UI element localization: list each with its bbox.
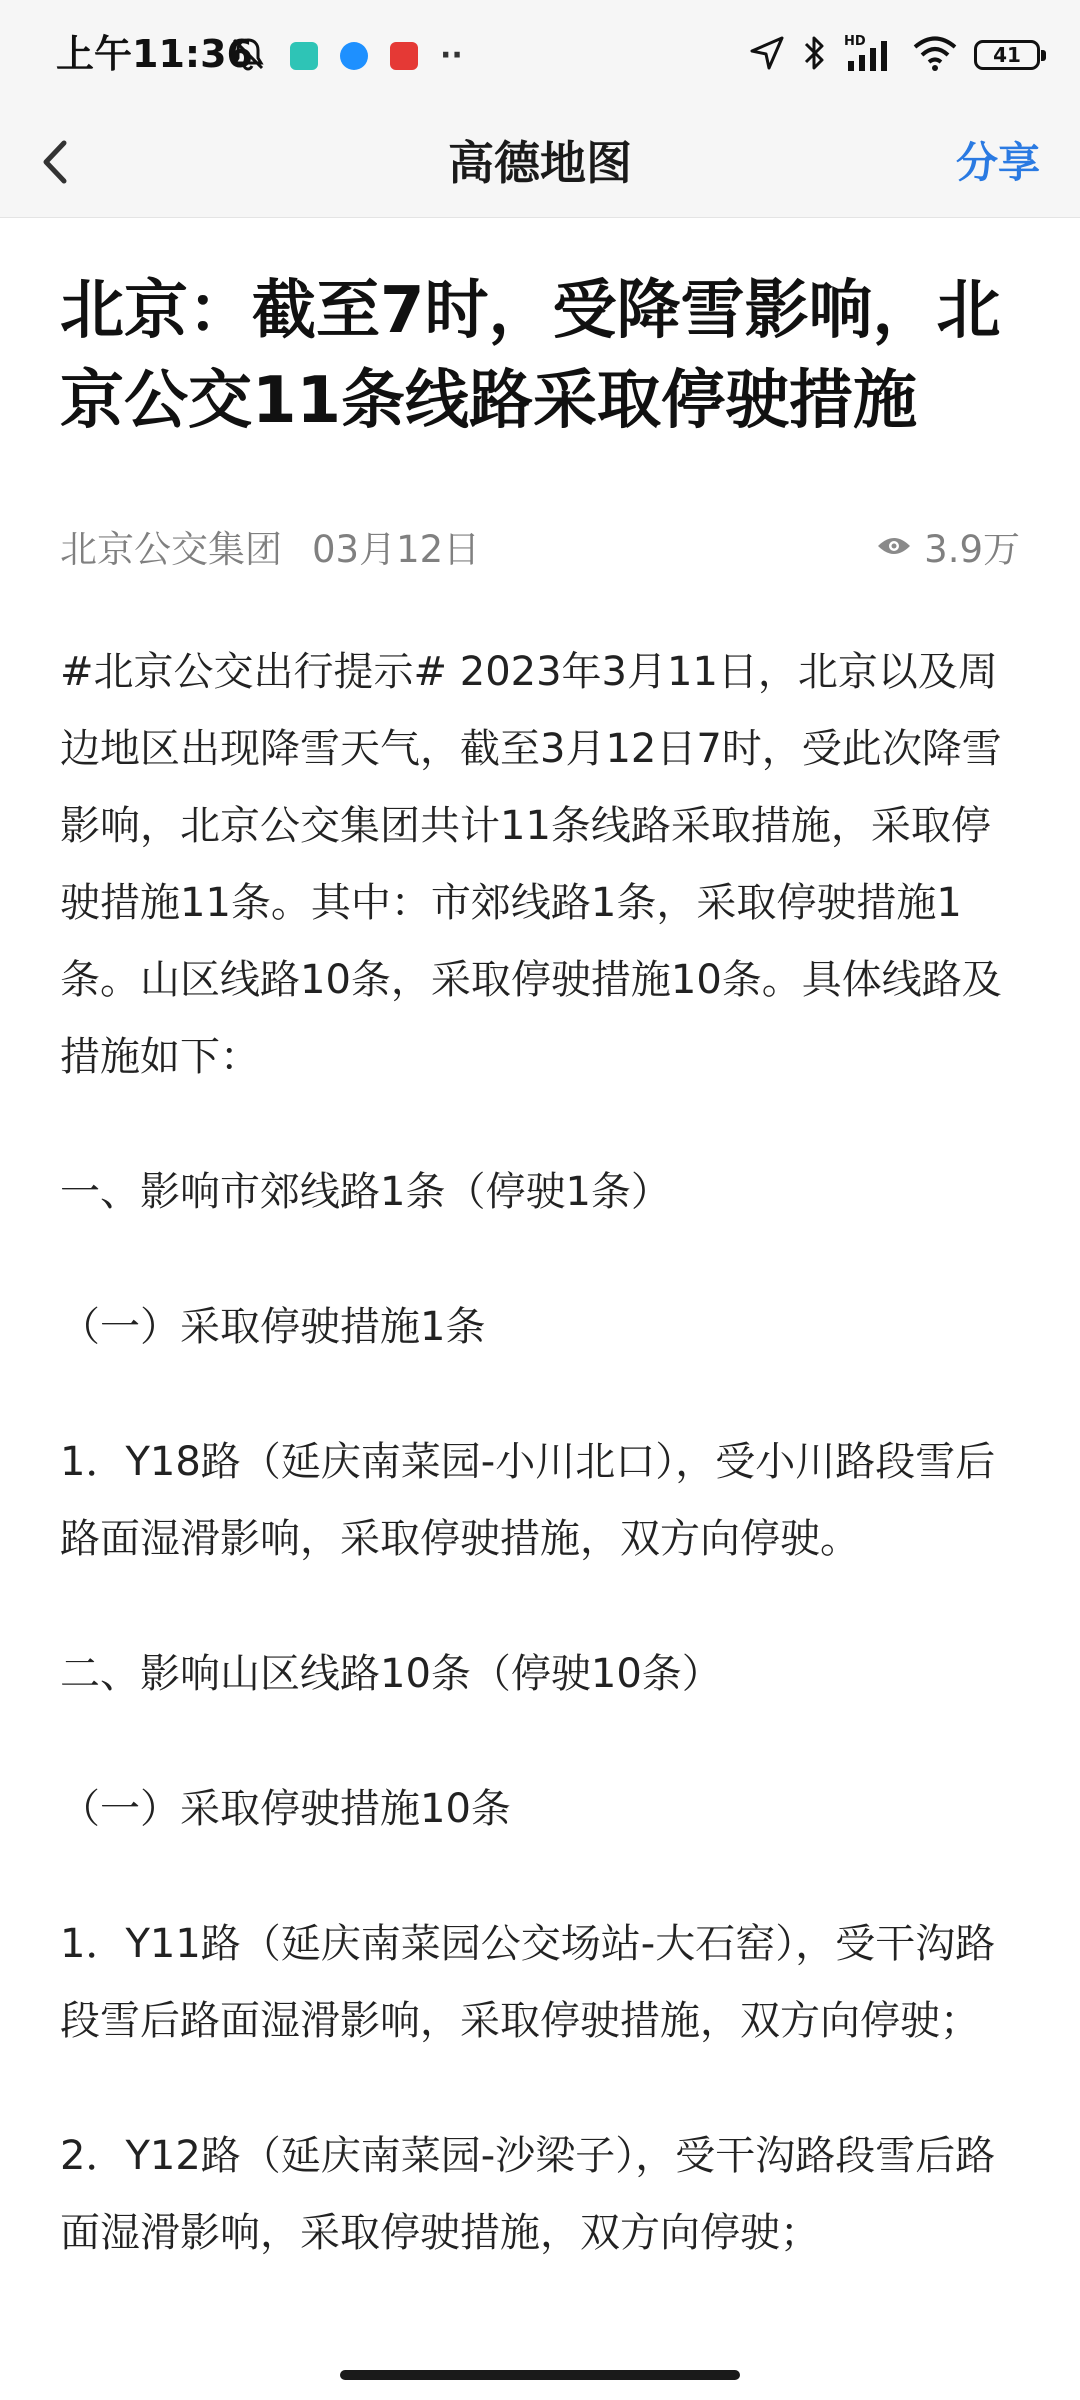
hd-badge: HD [844,34,866,49]
red-app-icon [390,42,418,70]
battery-level: 41 [993,43,1021,67]
bluetooth-icon [802,33,828,77]
more-dots-icon: ·· [440,38,463,73]
paragraph: 一、影响市郊线路1条（停驶1条） [60,1169,671,1215]
location-icon [748,34,786,76]
header-title: 高德地图 [448,136,632,190]
home-indicator[interactable] [340,2370,740,2380]
wifi-icon [912,34,958,76]
status-system-icons [748,30,1040,80]
paragraph: 1．Y11路（延庆南菜园公交场站-大石窑），受干沟路段雪后路面湿滑影响，采取停驶措施，双方向停驶； [60,1921,996,2044]
paragraph: 二、影响山区线路10条（停驶10条） [60,1651,722,1697]
article [60,218,1020,2353]
status-time: 上午11:36 [56,32,253,76]
paragraph: （一）采取停驶措施1条 [60,1304,486,1350]
article-title: 北京：截至7时，受降雪影响，北京公交11条线路采取停驶措施 [60,274,1001,438]
signal-icon [844,35,896,75]
article-date: 03月12日 [312,528,481,571]
article-views [876,519,1020,573]
status-notification-icons [228,32,463,80]
article-source: 北京公交集团 [60,528,282,571]
article-body [60,634,1020,2272]
views-count: 3.9万 [924,528,1020,571]
paragraph: 1．Y18路（延庆南菜园-小川北口），受小川路段雪后路面湿滑影响，采取停驶措施，双方向停驶。 [60,1439,996,1562]
share-button[interactable]: 分享 [955,138,1040,187]
mute-bell-icon [228,34,268,78]
blue-app-icon [340,42,368,70]
app-header [0,108,1080,218]
battery-icon [974,40,1040,70]
telegram-app-icon [290,42,318,70]
paragraph: （一）采取停驶措施10条 [60,1786,511,1832]
paragraph: #北京公交出行提示# 2023年3月11日，北京以及周边地区出现降雪天气，截至3月12日7时，受此次降雪影响，北京公交集团共计11条线路采取措施，采取停驶措施11条。其中：市郊线路1条，采取停驶措施1条。山区线路10条，采取停驶措施10条。具体线路及措施如下： [60,649,1002,1080]
eye-icon [876,534,912,558]
status-bar [0,0,1080,108]
article-meta [60,516,1020,576]
paragraph: 2．Y12路（延庆南菜园-沙梁子），受干沟路段雪后路面湿滑影响，采取停驶措施，双方向停驶； [60,2133,996,2256]
